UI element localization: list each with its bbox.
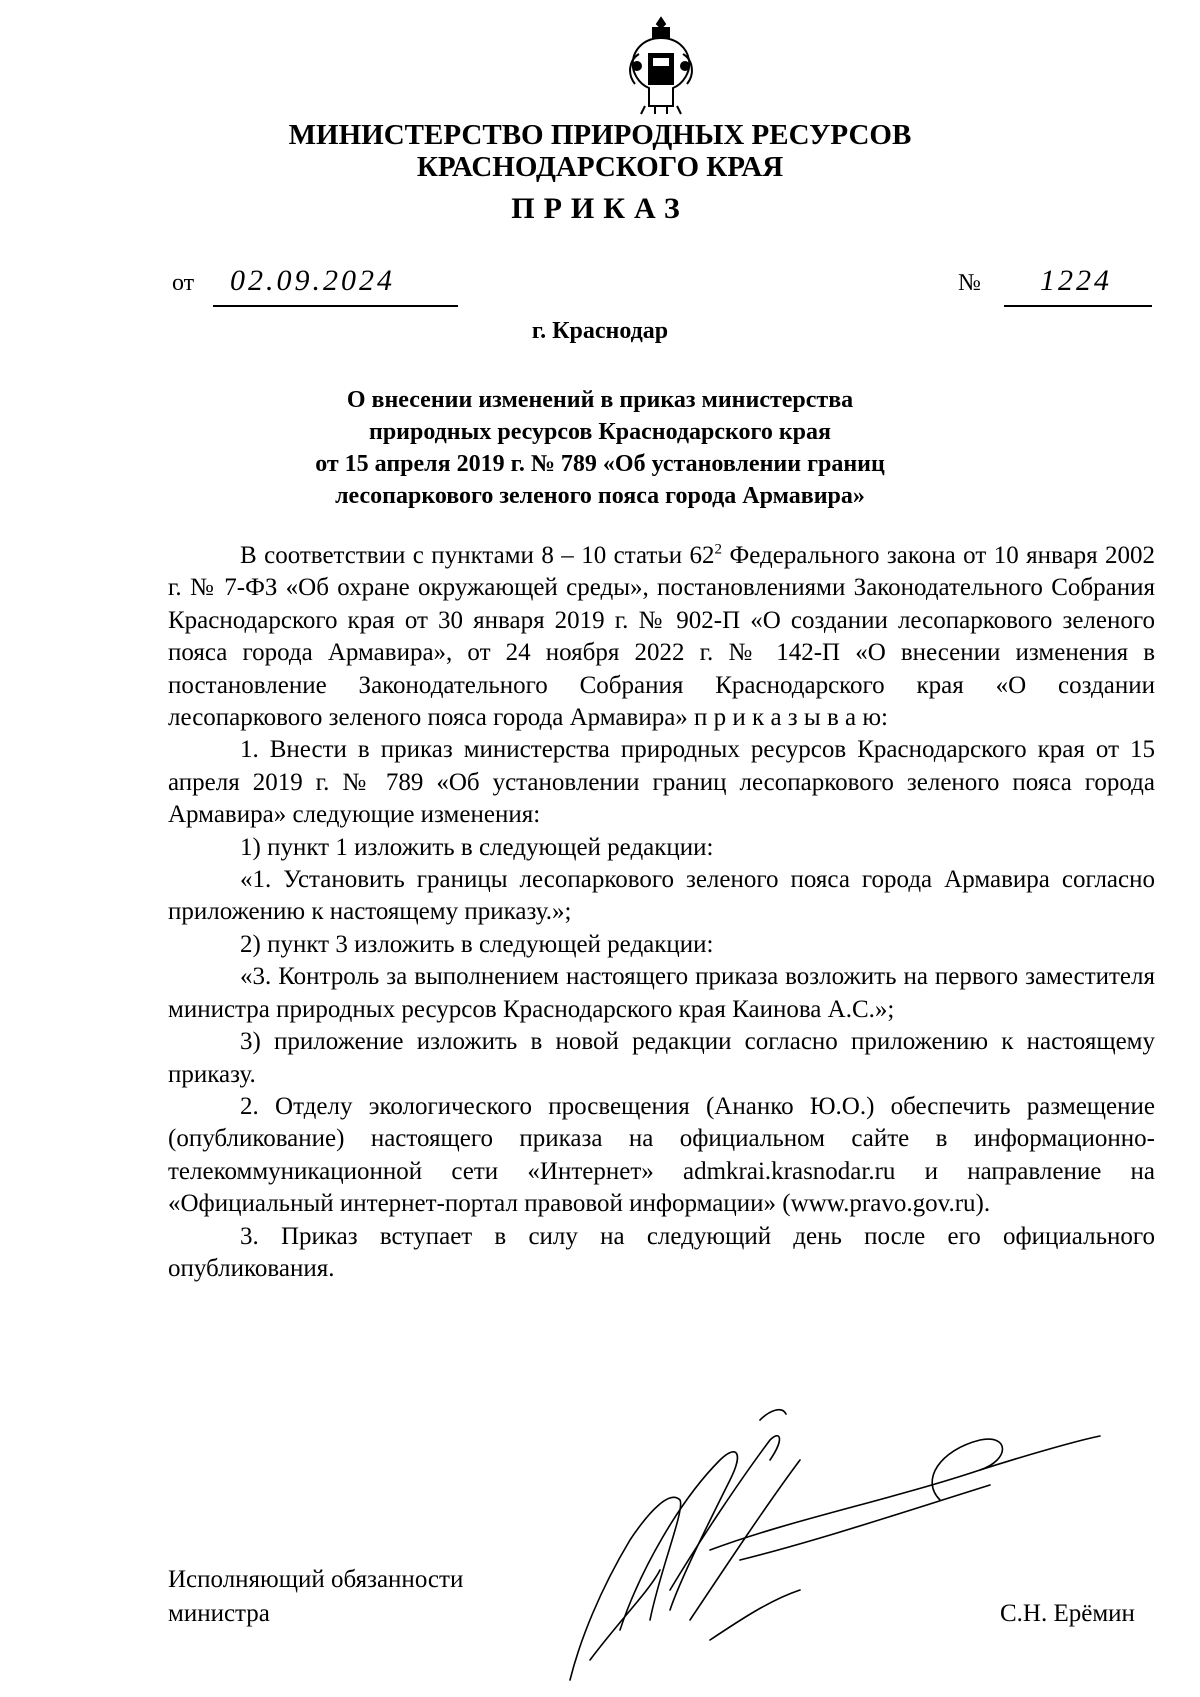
- number-underline: [1004, 305, 1152, 307]
- subitem-2-paragraph: 2) пункт 3 изложить в следующей редакции:: [240, 930, 714, 958]
- subitem-1-quote: «1. Установить границы лесопаркового зеленого пояса города Армавира согласно приложению к настоящему приказу.»;: [168, 866, 1155, 926]
- ministry-name-line1: МИНИСТЕРСТВО ПРИРОДНЫХ РЕСУРСОВ: [288, 119, 912, 151]
- handwritten-date: 02.09.2024: [230, 264, 395, 297]
- order-title-line3: от 15 апреля 2019 г. № 789 «Об установлении границ: [315, 451, 885, 477]
- item-3-paragraph: 3. Приказ вступает в силу на следующий день после его официального опубликования.: [168, 1222, 1155, 1282]
- subitem-1-paragraph: 1) пункт 1 изложить в следующей редакции:: [240, 833, 714, 861]
- order-body: [168, 540, 1155, 1285]
- subitem-3-paragraph: 3) приложение изложить в новой редакции согласно приложению к настоящему приказу.: [168, 1028, 1155, 1088]
- date-underline: [213, 305, 458, 307]
- signer-position-line1: Исполняющий обязанности: [168, 1566, 464, 1593]
- handwritten-signature: [560, 1390, 1120, 1690]
- coat-of-arms-icon: [625, 14, 697, 116]
- preamble-text-a: В соответствии с пунктами 8 – 10 статьи 62: [240, 542, 715, 569]
- order-title-line1: О внесении изменений в приказ министерства: [346, 387, 854, 413]
- item-2-paragraph: 2. Отделу экологического просвещения (Ананко Ю.О.) обеспечить размещение (опубликование) настоящего приказа на официальном сайте в информационно-телекоммуникационной сети «Интернет» admkrai.krasnodar.ru и направление на «Официальный интернет-портал правовой информации» (www.pravo.gov.ru).: [168, 1092, 1155, 1218]
- item-1-paragraph: 1. Внести в приказ министерства природных ресурсов Краснодарского края от 15 апреля 2019 г. № 789 «Об установлении границ лесопаркового зеленого пояса города Армавира» следующие изменения:: [168, 736, 1155, 829]
- number-label: №: [958, 270, 981, 296]
- handwritten-number: 1224: [1040, 264, 1112, 297]
- order-title-line2: природных ресурсов Краснодарского края: [368, 419, 831, 445]
- preamble-text-b: Федерального закона от 10 января 2002 г. № 7-ФЗ «Об охране окружающей среды», постановлениями Законодательного Собрания Краснодарского края от 30 января 2019 г. № 902-П «О создании лесопаркового зеленого пояса города Армавира», от 24 ноября 2022 г. № 142-П «О внесении изменения в постановление Законодательного Собрания Краснодарского края «О создании лесопаркового зеленого пояса города Армавира» п р и к а з ы в а ю:: [168, 542, 1155, 732]
- signer-position-line2: министра: [168, 1600, 270, 1627]
- city: г. Краснодар: [531, 318, 669, 344]
- document-type: ПРИКАЗ: [511, 192, 689, 225]
- signer-name: С.Н. Ерёмин: [1000, 1600, 1135, 1627]
- ministry-name-line2: КРАСНОДАРСКОГО КРАЯ: [416, 151, 784, 183]
- date-label: от: [172, 270, 195, 296]
- preamble-paragraph: [168, 540, 1155, 734]
- subitem-2-quote: «3. Контроль за выполнением настоящего приказа возложить на первого заместителя министра природных ресурсов Краснодарского края Каинова А.С.»;: [168, 963, 1155, 1023]
- order-title-line4: лесопаркового зеленого пояса города Армавира»: [335, 483, 865, 509]
- article-superscript: 2: [714, 541, 723, 558]
